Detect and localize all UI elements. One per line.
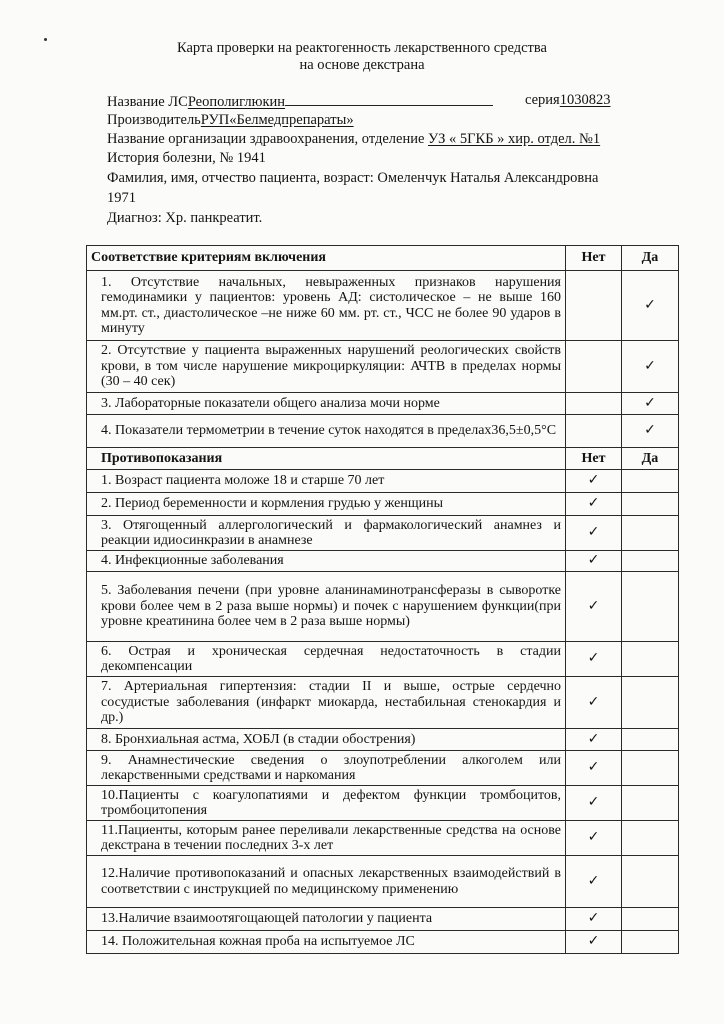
answer-no-cell <box>566 341 622 393</box>
contra-row <box>87 677 679 729</box>
doc-title-line2: на основе декстрана <box>299 57 425 73</box>
inclusion-row <box>87 393 679 415</box>
answer-yes-cell <box>622 470 679 493</box>
answer-yes-cell <box>622 908 679 931</box>
answer-yes-cell <box>622 516 679 551</box>
check-mark-icon: ✓ <box>644 422 656 439</box>
contra-criterion-text: 9. Анамнестические сведения о злоупотреблении алкоголем или лекарственными средствами и наркомания <box>87 751 566 786</box>
answer-no-cell <box>566 786 622 821</box>
contra-row <box>87 729 679 751</box>
inclusion-row <box>87 415 679 448</box>
check-mark-icon: ✓ <box>587 872 600 889</box>
contra-col-yes: Да <box>622 448 679 470</box>
inclusion-header-row <box>87 246 679 271</box>
check-mark-icon: ✓ <box>587 650 600 667</box>
contra-criterion-text: 7. Артериальная гипертензия: стадии II и выше, острые сердечно сосудистые заболевания (инфаркт миокарда, нестабильная стенокардия и др.) <box>87 677 566 729</box>
series-label: серия <box>525 92 560 108</box>
answer-no-cell <box>566 393 622 415</box>
check-mark-icon: ✓ <box>644 394 656 411</box>
inclusion-criterion-text: 2. Отсутствие у пациента выраженных нарушений реологических свойств крови, в том числе нарушение микроциркуляции: АЧТВ в пределах нормы (30 – 40 сек) <box>87 341 566 393</box>
answer-no-cell <box>566 677 622 729</box>
answer-yes-cell <box>622 572 679 642</box>
contra-criterion-text: 5. Заболевания печени (при уровне аланинаминотрансферазы в сыворотке крови более чем в 2 раза выше нормы) и почек с нарушением функции(при уровне креатинина более чем в 2 раза выше нормы) <box>87 572 566 642</box>
manufacturer-label: Производитель <box>107 112 201 128</box>
series-value: 1030823 <box>559 92 611 108</box>
answer-no-cell <box>566 572 622 642</box>
drug-name-label: Название ЛС <box>107 94 188 110</box>
contra-criterion-text: 4. Инфекционные заболевания <box>87 551 566 572</box>
answer-no-cell <box>566 642 622 677</box>
answer-yes-cell <box>622 341 679 393</box>
criteria-table <box>86 245 679 954</box>
contra-criterion-text: 14. Положительная кожная проба на испытуемое ЛС <box>87 931 566 954</box>
patient-field: Фамилия, имя, отчество пациента, возраст: Омеленчук Наталья Александровна <box>107 170 599 186</box>
answer-no-cell <box>566 908 622 931</box>
contra-criterion-text: 13.Наличие взаимоотягощающей патологии у пациента <box>87 908 566 931</box>
contra-criterion-text: 10.Пациенты с коагулопатиями и дефектом функции тромбоцитов, тромбоцитопения <box>87 786 566 821</box>
drug-name-blank <box>285 92 493 106</box>
check-mark-icon: ✓ <box>587 552 600 569</box>
inclusion-header: Соответствие критериям включения <box>87 246 566 271</box>
contra-criterion-text: 2. Период беременности и кормления грудью у женщины <box>87 493 566 516</box>
check-mark-icon: ✓ <box>644 357 656 374</box>
contra-criterion-text: 12.Наличие противопоказаний и опасных лекарственных взаимодействий в соответствии с инструкцией по медицинскому применению <box>87 856 566 908</box>
answer-no-cell <box>566 493 622 516</box>
check-mark-icon: ✓ <box>587 597 600 614</box>
answer-no-cell <box>566 729 622 751</box>
answer-yes-cell <box>622 393 679 415</box>
check-mark-icon: ✓ <box>644 296 656 313</box>
inclusion-criterion-text: 4. Показатели термометрии в течение суток находятся в пределах36,5±0,5°С <box>87 415 566 448</box>
answer-no-cell <box>566 821 622 856</box>
patient-birth-year: 1971 <box>107 190 136 206</box>
answer-yes-cell <box>622 551 679 572</box>
contra-row <box>87 908 679 931</box>
answer-no-cell <box>566 415 622 448</box>
answer-no-cell <box>566 751 622 786</box>
contra-row <box>87 751 679 786</box>
manufacturer-field <box>107 112 354 129</box>
contra-row <box>87 786 679 821</box>
organization-value: УЗ « 5ГКБ » хир. отдел. №1 <box>428 131 601 147</box>
contra-criterion-text: 3. Отягощенный аллергологический и фармакологический анамнез и реакции идиосинкразии в анамнезе <box>87 516 566 551</box>
answer-yes-cell <box>622 786 679 821</box>
answer-yes-cell <box>622 493 679 516</box>
inclusion-col-no: Нет <box>566 246 622 271</box>
doc-title-line1: Карта проверки на реактогенность лекарственного средства <box>177 40 547 56</box>
contra-row <box>87 572 679 642</box>
contra-header-row <box>87 448 679 470</box>
check-mark-icon: ✓ <box>587 910 600 927</box>
answer-yes-cell <box>622 729 679 751</box>
answer-no-cell <box>566 931 622 954</box>
inclusion-criterion-text: 3. Лабораторные показатели общего анализа мочи норме <box>87 393 566 415</box>
check-mark-icon: ✓ <box>587 794 600 811</box>
answer-yes-cell <box>622 856 679 908</box>
check-mark-icon: ✓ <box>587 829 600 846</box>
organization-field <box>107 131 600 148</box>
contra-row <box>87 470 679 493</box>
answer-yes-cell <box>622 642 679 677</box>
answer-yes-cell <box>622 271 679 341</box>
contra-criterion-text: 11.Пациенты, которым ранее переливали лекарственные средства на основе декстрана в течении последних 3-х лет <box>87 821 566 856</box>
contra-header: Противопоказания <box>87 448 566 470</box>
contra-row <box>87 821 679 856</box>
check-mark-icon: ✓ <box>587 730 600 747</box>
check-mark-icon: ✓ <box>587 495 600 512</box>
check-mark-icon: ✓ <box>587 759 600 776</box>
answer-yes-cell <box>622 821 679 856</box>
contra-row <box>87 856 679 908</box>
drug-name-field <box>107 92 493 111</box>
contra-col-no: Нет <box>566 448 622 470</box>
answer-no-cell <box>566 271 622 341</box>
inclusion-criterion-text: 1. Отсутствие начальных, невыраженных признаков нарушения гемодинамики у пациентов: уровень АД: систолическое – не выше 160 мм.рт. ст., диастолическое –не ниже 60 мм. рт. ст., ЧСС не более 90 ударов в минуту <box>87 271 566 341</box>
check-mark-icon: ✓ <box>587 693 600 710</box>
answer-no-cell <box>566 516 622 551</box>
answer-yes-cell <box>622 931 679 954</box>
series-field <box>525 92 610 109</box>
inclusion-row <box>87 271 679 341</box>
contra-row <box>87 551 679 572</box>
answer-yes-cell <box>622 677 679 729</box>
contra-row <box>87 642 679 677</box>
check-mark-icon: ✓ <box>587 524 600 541</box>
inclusion-row <box>87 341 679 393</box>
contra-row <box>87 493 679 516</box>
answer-no-cell <box>566 470 622 493</box>
check-mark-icon: ✓ <box>587 933 600 950</box>
diagnosis-field: Диагноз: Хр. панкреатит. <box>107 210 263 226</box>
answer-yes-cell <box>622 415 679 448</box>
answer-yes-cell <box>622 751 679 786</box>
answer-no-cell <box>566 856 622 908</box>
manufacturer-value: РУП«Белмедпрепараты» <box>200 112 354 128</box>
contra-row <box>87 931 679 954</box>
drug-name-value: Реополиглюкин <box>187 94 286 110</box>
contra-criterion-text: 1. Возраст пациента моложе 18 и старше 70 лет <box>87 470 566 493</box>
contra-criterion-text: 6. Острая и хроническая сердечная недостаточность в стадии декомпенсации <box>87 642 566 677</box>
answer-no-cell <box>566 551 622 572</box>
inclusion-col-yes: Да <box>622 246 679 271</box>
contra-criterion-text: 8. Бронхиальная астма, ХОБЛ (в стадии обострения) <box>87 729 566 751</box>
organization-label: Название организации здравоохранения, отделение <box>107 131 425 147</box>
case-history-field: История болезни, № 1941 <box>107 150 266 166</box>
check-mark-icon: ✓ <box>587 472 600 489</box>
contra-row <box>87 516 679 551</box>
